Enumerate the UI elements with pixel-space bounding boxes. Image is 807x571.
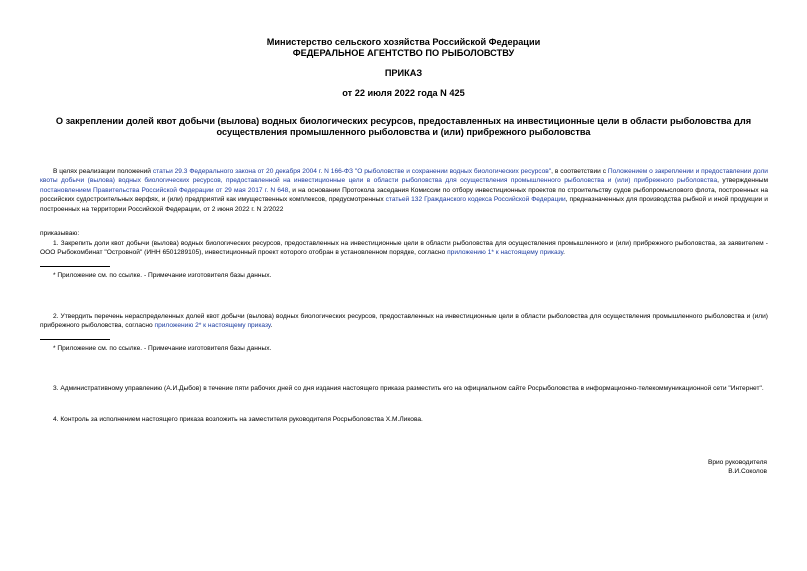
footnote-rule-1 — [40, 266, 110, 267]
preamble-text-4: , и на основании Протокола заседания Комиссии по отбору инвестиционных проектов по строительству судов рыбопромыслового флота, построенных на российских судостроительных верфях, и (или) предприятий как имущественных комплексов, предусмотренных — [40, 186, 768, 204]
appendix-2-link[interactable]: приложению 2* к настоящему приказу — [154, 322, 271, 330]
item-2 — [40, 312, 768, 331]
regulation-link[interactable]: Положением о закреплении и предоставлении доли квоты добычи (вылова) водных биологических ресурсов, предоставленной на инвестиционные цели в области рыболовства для осуществления промышленного рыболовства и (или) прибрежного рыболовства — [40, 168, 768, 185]
civil-code-link[interactable]: статьей 132 Гражданского кодекса Российской Федерации — [385, 196, 566, 204]
footnote-rule-2 — [40, 339, 110, 340]
government-decree-link[interactable]: постановлением Правительства Российской Федерации от 29 мая 2017 г. N 648 — [40, 186, 289, 194]
item-2-text: 2. Утвердить перечень нераспределенных долей квот добычи (вылова) водных биологических ресурсов, предоставленных на инвестиционные цели в области рыболовства для осуществления промышленного рыболовства и (или) прибрежного рыболовства, согласно — [40, 313, 768, 330]
document-type: ПРИКАЗ — [384, 68, 423, 78]
preamble-text-5: , предназначенных для производства рыбной и иной продукции и построенных на территории Российской Федерации, от 2 июня 2022 г. N 2/2022 — [40, 196, 768, 213]
preamble-text-2: , в соответствии с — [551, 168, 608, 175]
preamble-text-3: , утвержденным — [717, 177, 768, 185]
document-date: от 22 июля 2022 года N 425 — [342, 88, 465, 98]
item-4: 4. Контроль за исполнением настоящего приказа возложить на заместителя руководителя Росрыболовства Х.М.Ликова. — [53, 416, 423, 423]
document-title-line1: О закреплении долей квот добычи (вылова) водных биологических ресурсов, предоставленных на инвестиционные цели в области рыболовства для — [55, 116, 752, 126]
signature-name: В.И.Соколов — [728, 468, 767, 475]
federal-law-link[interactable]: статьи 29.3 Федерального закона от 20 декабря 2004 г. N 166-ФЗ "О рыболовстве и сохранении водных биологических ресурсов" — [152, 168, 552, 175]
item-2-end: . — [270, 322, 273, 330]
item-1 — [40, 239, 768, 258]
appendix-1-link[interactable]: приложению 1* к настоящему приказу — [447, 249, 564, 257]
document-title-line2: осуществления промышленного рыболовства и (или) прибрежного рыболовства — [216, 127, 591, 137]
agency-name: ФЕДЕРАЛЬНОЕ АГЕНТСТВО ПО РЫБОЛОВСТВУ — [292, 48, 515, 58]
signature-position: Врио руководителя — [707, 459, 767, 466]
item-1-text: 1. Закрепить доли квот добычи (вылова) водных биологических ресурсов, предоставленных на инвестиционные цели в области рыболовства для осуществления промышленного и (или) прибрежного рыболовства, за заявителем - ООО Рыбокомбинат "Островной" (ИНН 6501289105), инвестиционный проект которого отобран в установленном порядке, согласно — [40, 240, 768, 257]
ministry-name: Министерство сельского хозяйства Российской Федерации — [266, 37, 541, 47]
item-1-end: . — [563, 249, 566, 257]
preamble-text-1: В целях реализации положений — [53, 168, 153, 175]
order-word: приказываю: — [40, 230, 80, 237]
preamble-paragraph — [40, 167, 768, 214]
footnote-2: * Приложение см. по ссылке. - Примечание изготовителя базы данных. — [53, 345, 272, 352]
item-3: 3. Административному управлению (А.И.Дыбов) в течение пяти рабочих дней со дня издания настоящего приказа разместить его на официальном сайте Росрыболовства в информационно-телекоммуникационной сети "Интернет". — [53, 385, 764, 392]
footnote-1: * Приложение см. по ссылке. - Примечание изготовителя базы данных. — [53, 272, 272, 279]
